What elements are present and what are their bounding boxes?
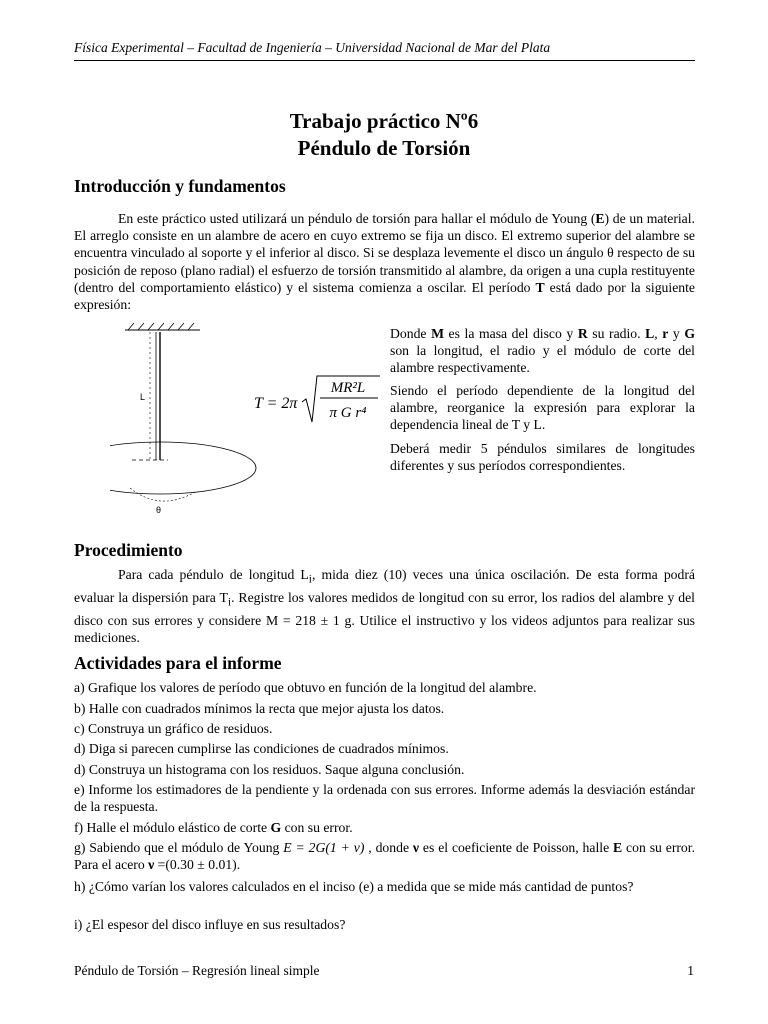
torsion-pendulum-diagram [110,320,260,520]
procedure-heading: Procedimiento [74,540,183,560]
formula-numerator: MR²L [330,380,366,396]
activity-i: i) ¿El espesor del disco influye en sus resultados? [74,917,346,932]
page-number: 1 [687,963,694,978]
page-header: Física Experimental – Facultad de Ingeniería – Universidad Nacional de Mar del Plata [74,40,695,61]
activity-a: a) Grafique los valores de período que obtuvo en función de la longitud del alambre. [74,680,537,695]
document-title: Trabajo práctico Nº6 [289,109,479,133]
theta-label: θ [156,505,162,515]
activities-heading: Actividades para el informe [74,653,282,673]
activity-g: g) Sabiendo que el módulo de Young E = 2G(1 + ν) , donde ν es el coeficiente de Poisson, halle E con su error. Para el acero ν =(0.30 ± 0.01). [74,840,695,873]
side-paragraph-1: Donde M es la masa del disco y R su radio. L, r y G son la longitud, el radio y el módulo de corte del alambre respectivamente. [390,326,695,376]
intro-paragraph: En este práctico usted utilizará un péndulo de torsión para hallar el módulo de Young (E) de un material. El arreglo consiste en un alambre de acero en cuyo extremo se fija un disco. El extremo superior del alambre se encuentra vinculado al soporte y el inferior al disco. Si se desplaza levemente el disco un ángulo θ respecto de su posición de reposo (plano radial) el esfuerzo de torsión transmitido al alambre, da origen a una cupla restituyente (dentro del comportamiento elástico) y el sistema comienza a oscilar. El período T está dado por la siguiente expresión: [74,211,695,313]
activity-h: h) ¿Cómo varían los valores calculados en el inciso (e) a medida que se mide más cantidad de puntos? [74,879,634,894]
side-paragraph-2: Siendo el período dependiente de la longitud del alambre, reorganice la expresión para explorar la dependencia lineal de T y L. [390,383,695,433]
footer-title: Péndulo de Torsión – Regresión lineal simple [74,963,320,978]
activity-c: c) Construya un gráfico de residuos. [74,721,273,736]
disc [110,442,256,494]
formula-denominator: π G r⁴ [329,405,367,421]
support-hatching [128,323,194,330]
period-formula [250,372,385,432]
length-label: L [140,392,146,402]
procedure-paragraph: Para cada péndulo de longitud $L_i$, mida diez (10) veces una única oscilación. De esta forma podrá evaluar la dispersión para $T_i$. Registre los valores medidos de longitud con su error, los radios del alambre y del disco con sus errores y considere M = 218 ± 1 g. Utilice el instructivo y los videos adjuntos para realizar sus mediciones. [74,567,695,646]
young-formula: E = 2G(1 + ν) [283,840,365,855]
activity-f: f) Halle el módulo elástico de corte G con su error. [74,820,353,835]
intro-heading: Introducción y fundamentos [74,176,286,196]
angle-arc [130,488,195,501]
activity-b: b) Halle con cuadrados mínimos la recta que mejor ajusta los datos. [74,701,445,716]
title-block [0,108,768,162]
activity-d1: d) Diga si parecen cumplirse las condiciones de cuadrados mínimos. [74,741,449,756]
document-subtitle: Péndulo de Torsión [297,136,471,160]
formula-lhs: T = 2π [254,395,298,412]
side-paragraph-3: Deberá medir 5 péndulos similares de longitudes diferentes y sus períodos correspondientes. [390,441,695,474]
activity-d2: d) Construya un histograma con los residuos. Saque alguna conclusión. [74,762,465,777]
activity-e: e) Informe los estimadores de la pendiente y la ordenada con sus errores. Informe además la desviación estándar de la respuesta. [74,782,695,815]
